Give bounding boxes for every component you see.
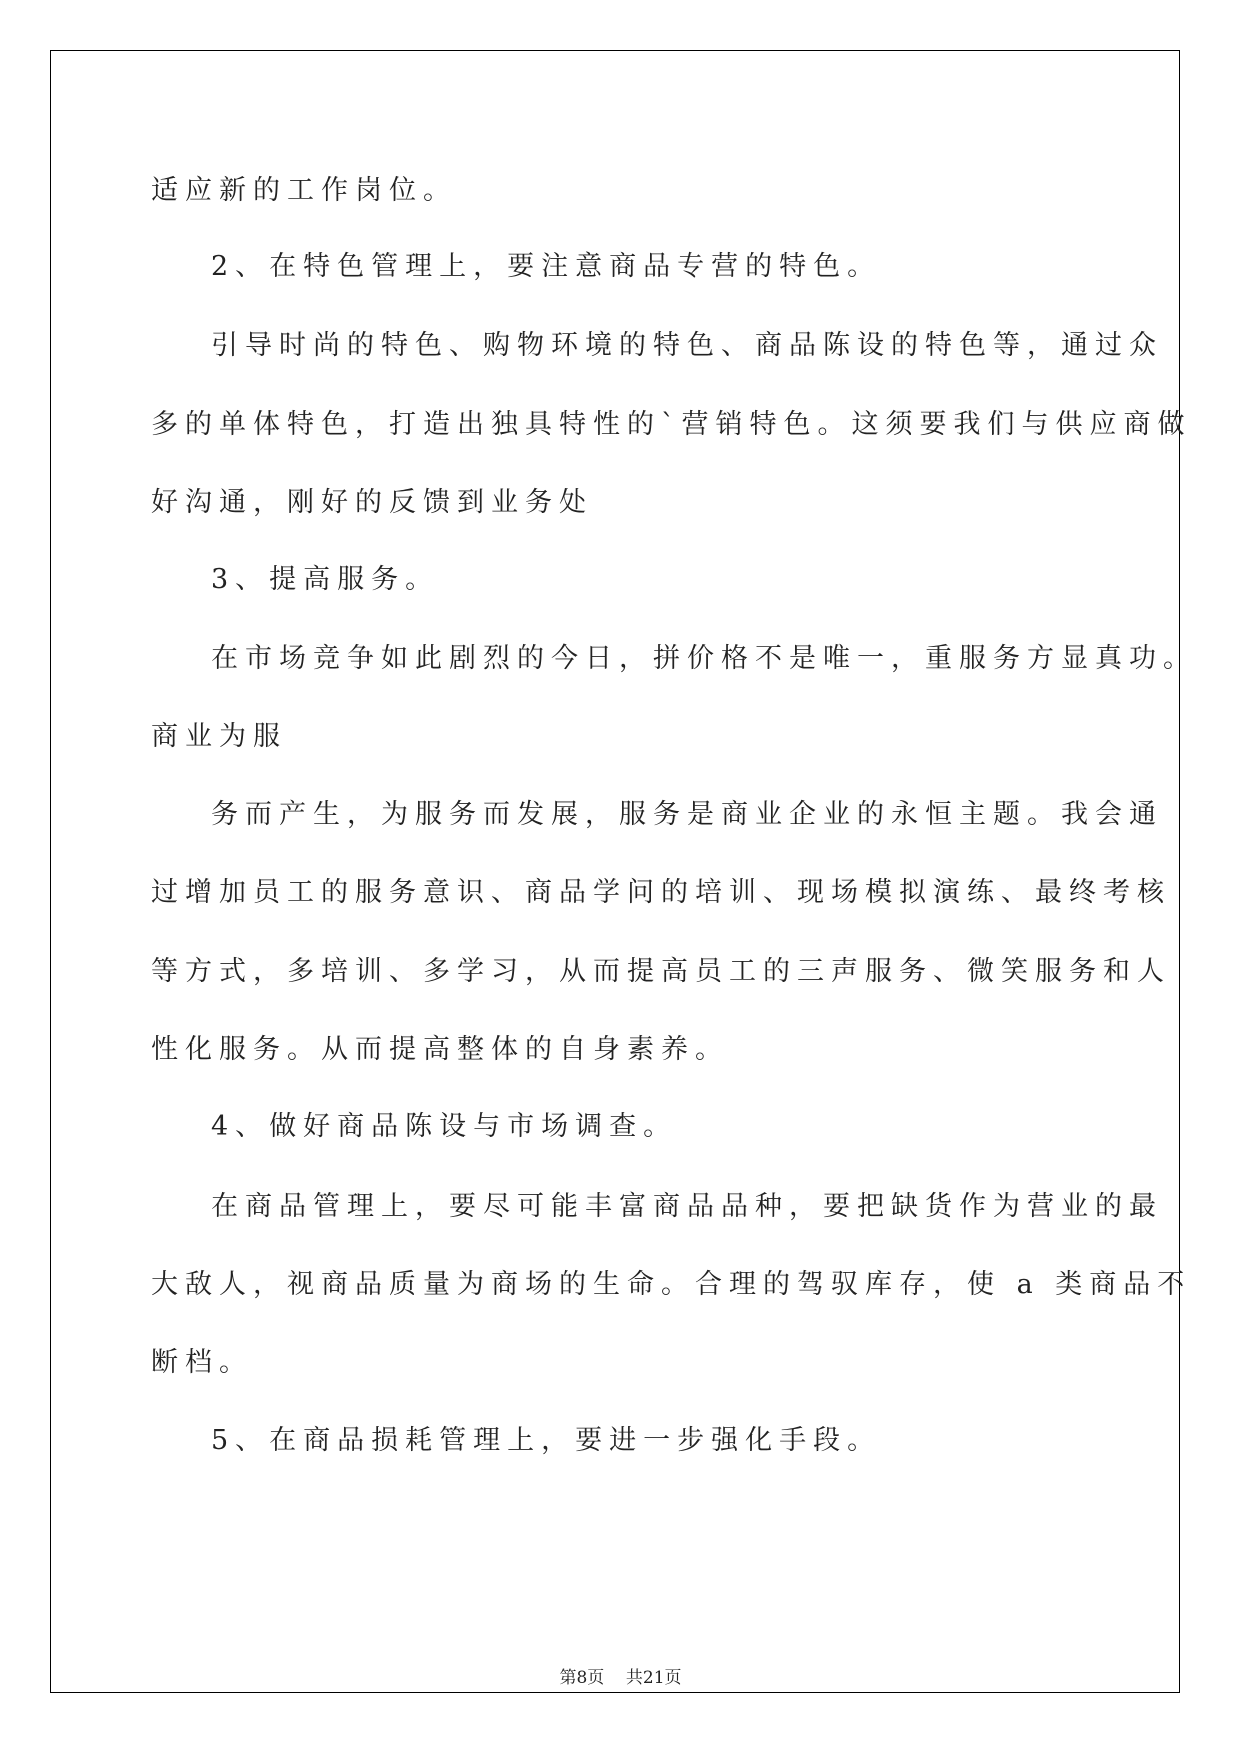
paragraph-line: 在商品管理上，要尽可能丰富商品品种，要把缺货作为营业的最 bbox=[211, 1191, 1163, 1222]
total-label-suffix: 页 bbox=[664, 1668, 682, 1688]
paragraph-line: 务而产生，为服务而发展，服务是商业企业的永恒主题。我会通 bbox=[211, 799, 1163, 830]
page-label-suffix: 页 bbox=[587, 1668, 605, 1688]
paragraph-line: 商业为服 bbox=[151, 721, 287, 752]
paragraph-line: 过增加员工的服务意识、商品学问的培训、现场模拟演练、最终考核 bbox=[151, 877, 1171, 908]
total-pages: 21 bbox=[642, 1668, 665, 1688]
paragraph-line: 等方式，多培训、多学习，从而提高员工的三声服务、微笑服务和人 bbox=[151, 956, 1171, 987]
paragraph-line: 大敌人，视商品质量为商场的生命。合理的驾驭库存，使 a 类商品不 bbox=[151, 1269, 1192, 1300]
paragraph-line: 性化服务。从而提高整体的自身素养。 bbox=[151, 1034, 729, 1065]
total-label-prefix: 共 bbox=[625, 1668, 643, 1688]
text-line: 适应新的工作岗位。 bbox=[151, 175, 457, 206]
paragraph-line: 好沟通，刚好的反馈到业务处 bbox=[151, 487, 593, 518]
page-label-prefix: 第 bbox=[559, 1668, 577, 1688]
heading-item-2: 2、在特色管理上，要注意商品专营的特色。 bbox=[211, 251, 882, 282]
page-number: 8 bbox=[576, 1668, 588, 1688]
heading-item-3: 3、提高服务。 bbox=[211, 564, 440, 595]
paragraph-line: 断档。 bbox=[151, 1347, 253, 1378]
paragraph-line: 在市场竞争如此剧烈的今日，拼价格不是唯一，重服务方显真功。 bbox=[211, 643, 1197, 674]
heading-item-5: 5、在商品损耗管理上，要进一步强化手段。 bbox=[211, 1425, 882, 1456]
paragraph-line: 多的单体特色，打造出独具特性的`营销特色。这须要我们与供应商做 bbox=[151, 409, 1192, 440]
heading-item-4: 4、做好商品陈设与市场调查。 bbox=[211, 1111, 678, 1142]
page-footer bbox=[0, 1668, 1241, 1688]
paragraph-line: 引导时尚的特色、购物环境的特色、商品陈设的特色等，通过众 bbox=[211, 330, 1163, 361]
